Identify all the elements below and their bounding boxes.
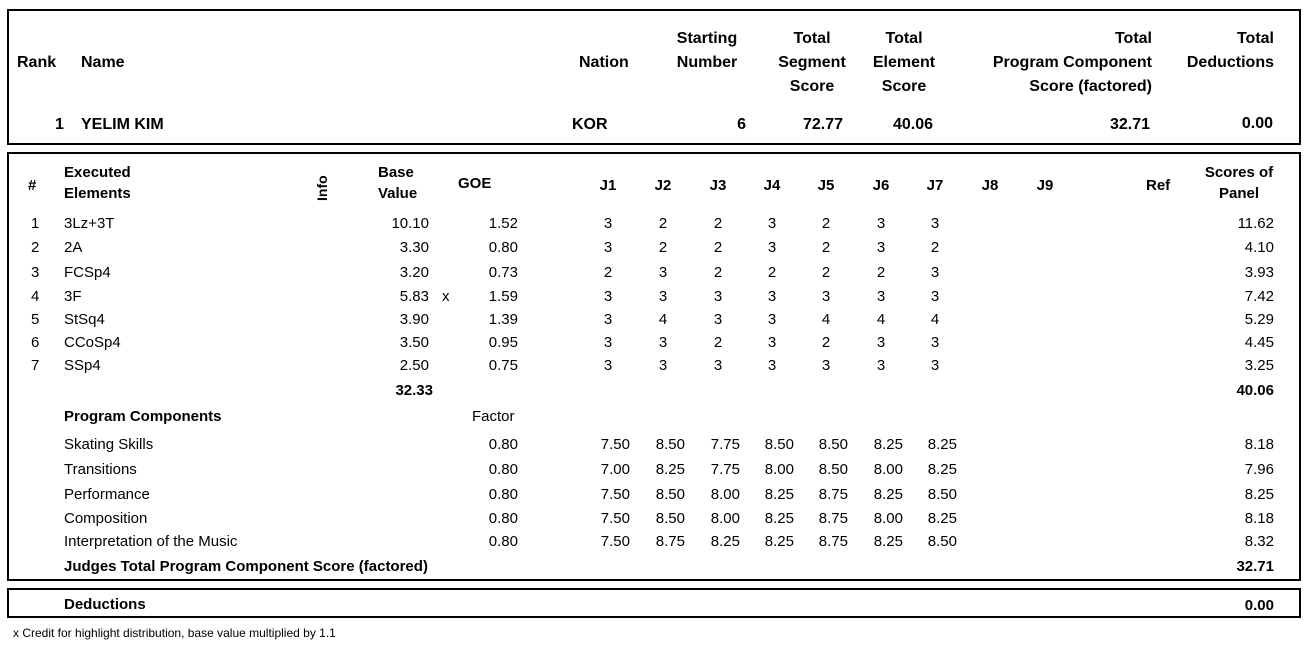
component-judge-score: 8.00 [710,486,740,503]
element-judge-score: 3 [767,288,777,305]
element-judge-score: 2 [603,264,613,281]
col-executed-elements-header: Executed Elements [64,164,131,202]
element-judge-score: 3 [876,239,886,256]
element-judge-score: 3 [603,288,613,305]
element-judge-score: 2 [713,215,723,232]
component-judge-score: 8.25 [764,486,794,503]
element-judge-score: 3 [930,334,940,351]
element-judge-score: 2 [821,264,831,281]
element-judge-score: 3 [603,215,613,232]
elements-score-total: 40.06 [1236,382,1274,399]
header-name: Name [81,54,125,71]
element-base-value: 3.30 [399,239,429,256]
element-judge-score: 3 [713,357,723,374]
element-number: 2 [31,239,40,256]
element-judge-score: 3 [767,357,777,374]
element-name: StSq4 [64,311,105,328]
col-base-value-header: Base Value [378,164,418,202]
element-number: 6 [31,334,40,351]
judges-total-pcs-label: Judges Total Program Component Score (factored) [64,558,428,575]
element-panel-score: 4.45 [1244,334,1274,351]
element-judge-score: 3 [821,288,831,305]
component-judge-score: 7.75 [710,436,740,453]
element-judge-score: 2 [658,215,668,232]
col-goe-header: GOE [458,175,492,192]
component-panel-score: 8.32 [1244,533,1274,550]
element-base-value: 2.50 [399,357,429,374]
col-j8-header: J8 [981,177,999,194]
element-judge-score: 2 [713,264,723,281]
component-judge-score: 8.75 [818,533,848,550]
element-judge-score: 3 [767,334,777,351]
skater-tss: 72.77 [802,116,843,133]
element-name: 2A [64,239,83,256]
component-judge-score: 8.50 [927,486,957,503]
col-j9-header: J9 [1036,177,1054,194]
element-judge-score: 3 [603,357,613,374]
element-goe: 0.80 [488,239,518,256]
skater-tes: 40.06 [892,116,933,133]
element-name: SSp4 [64,357,101,374]
element-judge-score: 3 [930,357,940,374]
element-judge-score: 3 [930,288,940,305]
element-name: CCoSp4 [64,334,121,351]
deductions-score: 0.00 [1244,597,1274,614]
component-judge-score: 8.25 [873,486,903,503]
component-judge-score: 8.25 [873,533,903,550]
col-ref-header: Ref [1146,177,1171,194]
component-name: Interpretation of the Music [64,533,238,550]
component-factor: 0.80 [488,436,518,453]
element-goe: 1.59 [488,288,518,305]
element-name: 3F [64,288,82,305]
component-judge-score: 8.50 [818,461,848,478]
element-base-value: 3.20 [399,264,429,281]
element-judge-score: 2 [713,239,723,256]
element-judge-score: 3 [658,288,668,305]
header-starting-number: Starting Number [676,30,738,72]
component-judge-score: 7.00 [600,461,630,478]
element-judge-score: 3 [658,264,668,281]
element-base-value: 3.50 [399,334,429,351]
skater-deductions: 0.00 [1241,115,1273,132]
skater-name: YELIM KIM [81,116,164,133]
element-judge-score: 3 [603,334,613,351]
component-judge-score: 8.25 [764,533,794,550]
component-factor: 0.80 [488,486,518,503]
component-judge-score: 8.75 [655,533,685,550]
element-number: 3 [31,264,40,281]
col-j1-header: J1 [599,177,617,194]
element-judge-score: 3 [930,264,940,281]
element-judge-score: 2 [658,239,668,256]
component-judge-score: 7.50 [600,510,630,527]
header-rank: Rank [17,54,57,71]
component-judge-score: 8.75 [818,486,848,503]
col-j7-header: J7 [926,177,944,194]
component-panel-score: 8.18 [1244,436,1274,453]
header-total-pcs: Total Program Component Score (factored) [992,30,1152,96]
element-goe: 1.52 [488,215,518,232]
component-name: Composition [64,510,148,527]
component-judge-score: 8.75 [818,510,848,527]
component-judge-score: 8.00 [873,461,903,478]
col-number-header: # [28,177,37,194]
element-judge-score: 3 [767,311,777,328]
element-judge-score: 2 [821,334,831,351]
element-judge-score: 4 [658,311,668,328]
component-factor: 0.80 [488,510,518,527]
element-judge-score: 3 [876,357,886,374]
component-panel-score: 8.25 [1244,486,1274,503]
element-judge-score: 3 [876,334,886,351]
component-judge-score: 8.50 [655,510,685,527]
header-total-deductions: Total Deductions [1186,30,1274,72]
elements-base-total: 32.33 [395,382,433,399]
component-name: Transitions [64,461,137,478]
skater-start-number: 6 [737,116,746,133]
element-judge-score: 3 [658,357,668,374]
header-total-element-score: Total Element Score [872,30,936,96]
element-judge-score: 4 [876,311,886,328]
skater-pcs: 32.71 [1109,116,1150,133]
element-judge-score: 3 [713,311,723,328]
component-name: Performance [64,486,150,503]
element-number: 4 [31,288,40,305]
component-factor: 0.80 [488,533,518,550]
header-nation: Nation [579,54,629,71]
component-judge-score: 7.50 [600,486,630,503]
component-panel-score: 7.96 [1244,461,1274,478]
component-judge-score: 8.25 [927,436,957,453]
component-judge-score: 8.25 [873,436,903,453]
element-judge-score: 3 [713,288,723,305]
col-scores-of-panel-header: Scores of Panel [1204,164,1274,202]
component-factor: 0.80 [488,461,518,478]
judges-total-pcs-score: 32.71 [1236,558,1274,575]
component-panel-score: 8.18 [1244,510,1274,527]
element-panel-score: 4.10 [1244,239,1274,256]
element-goe: 0.95 [488,334,518,351]
deductions-label: Deductions [64,596,146,613]
element-panel-score: 5.29 [1244,311,1274,328]
element-judge-score: 2 [713,334,723,351]
col-j2-header: J2 [654,177,672,194]
element-panel-score: 3.93 [1244,264,1274,281]
element-judge-score: 3 [767,239,777,256]
footnote: x Credit for highlight distribution, base value multiplied by 1.1 [13,626,336,640]
component-judge-score: 8.25 [764,510,794,527]
element-judge-score: 3 [767,215,777,232]
element-goe: 1.39 [488,311,518,328]
col-j5-header: J5 [817,177,835,194]
col-j6-header: J6 [872,177,890,194]
col-j3-header: J3 [709,177,727,194]
element-judge-score: 4 [821,311,831,328]
skater-nation: KOR [572,116,608,133]
col-j4-header: J4 [763,177,781,194]
component-name: Skating Skills [64,436,154,453]
element-judge-score: 2 [767,264,777,281]
component-judge-score: 7.50 [600,436,630,453]
element-number: 1 [31,215,40,232]
element-number: 5 [31,311,40,328]
element-goe: 0.75 [488,357,518,374]
element-judge-score: 3 [876,288,886,305]
component-judge-score: 8.25 [927,510,957,527]
element-panel-score: 3.25 [1244,357,1274,374]
element-panel-score: 7.42 [1244,288,1274,305]
col-info-header: Info [314,175,330,201]
component-judge-score: 8.50 [818,436,848,453]
element-judge-score: 2 [821,215,831,232]
component-judge-score: 8.25 [655,461,685,478]
factor-header: Factor [472,408,515,425]
component-judge-score: 8.50 [655,486,685,503]
element-judge-score: 2 [821,239,831,256]
program-components-title: Program Components [64,408,222,425]
header-total-segment-score: Total Segment Score [778,30,846,96]
element-info: x [442,288,450,305]
element-base-value: 3.90 [399,311,429,328]
element-name: 3Lz+3T [64,215,115,232]
skater-rank: 1 [55,116,64,133]
element-judge-score: 3 [603,239,613,256]
element-goe: 0.73 [488,264,518,281]
element-judge-score: 3 [603,311,613,328]
component-judge-score: 7.75 [710,461,740,478]
element-judge-score: 2 [930,239,940,256]
component-judge-score: 8.25 [710,533,740,550]
component-judge-score: 8.00 [873,510,903,527]
component-judge-score: 8.00 [710,510,740,527]
component-judge-score: 8.00 [764,461,794,478]
element-name: FCSp4 [64,264,111,281]
component-judge-score: 8.50 [655,436,685,453]
deductions-box [7,588,1301,618]
element-judge-score: 3 [930,215,940,232]
component-judge-score: 8.50 [764,436,794,453]
component-judge-score: 7.50 [600,533,630,550]
element-judge-score: 4 [930,311,940,328]
element-base-value: 10.10 [391,215,429,232]
element-judge-score: 3 [658,334,668,351]
element-panel-score: 11.62 [1237,215,1274,232]
component-judge-score: 8.25 [927,461,957,478]
element-base-value: 5.83 [399,288,429,305]
element-judge-score: 2 [876,264,886,281]
component-judge-score: 8.50 [927,533,957,550]
element-judge-score: 3 [821,357,831,374]
element-number: 7 [31,357,40,374]
element-judge-score: 3 [876,215,886,232]
